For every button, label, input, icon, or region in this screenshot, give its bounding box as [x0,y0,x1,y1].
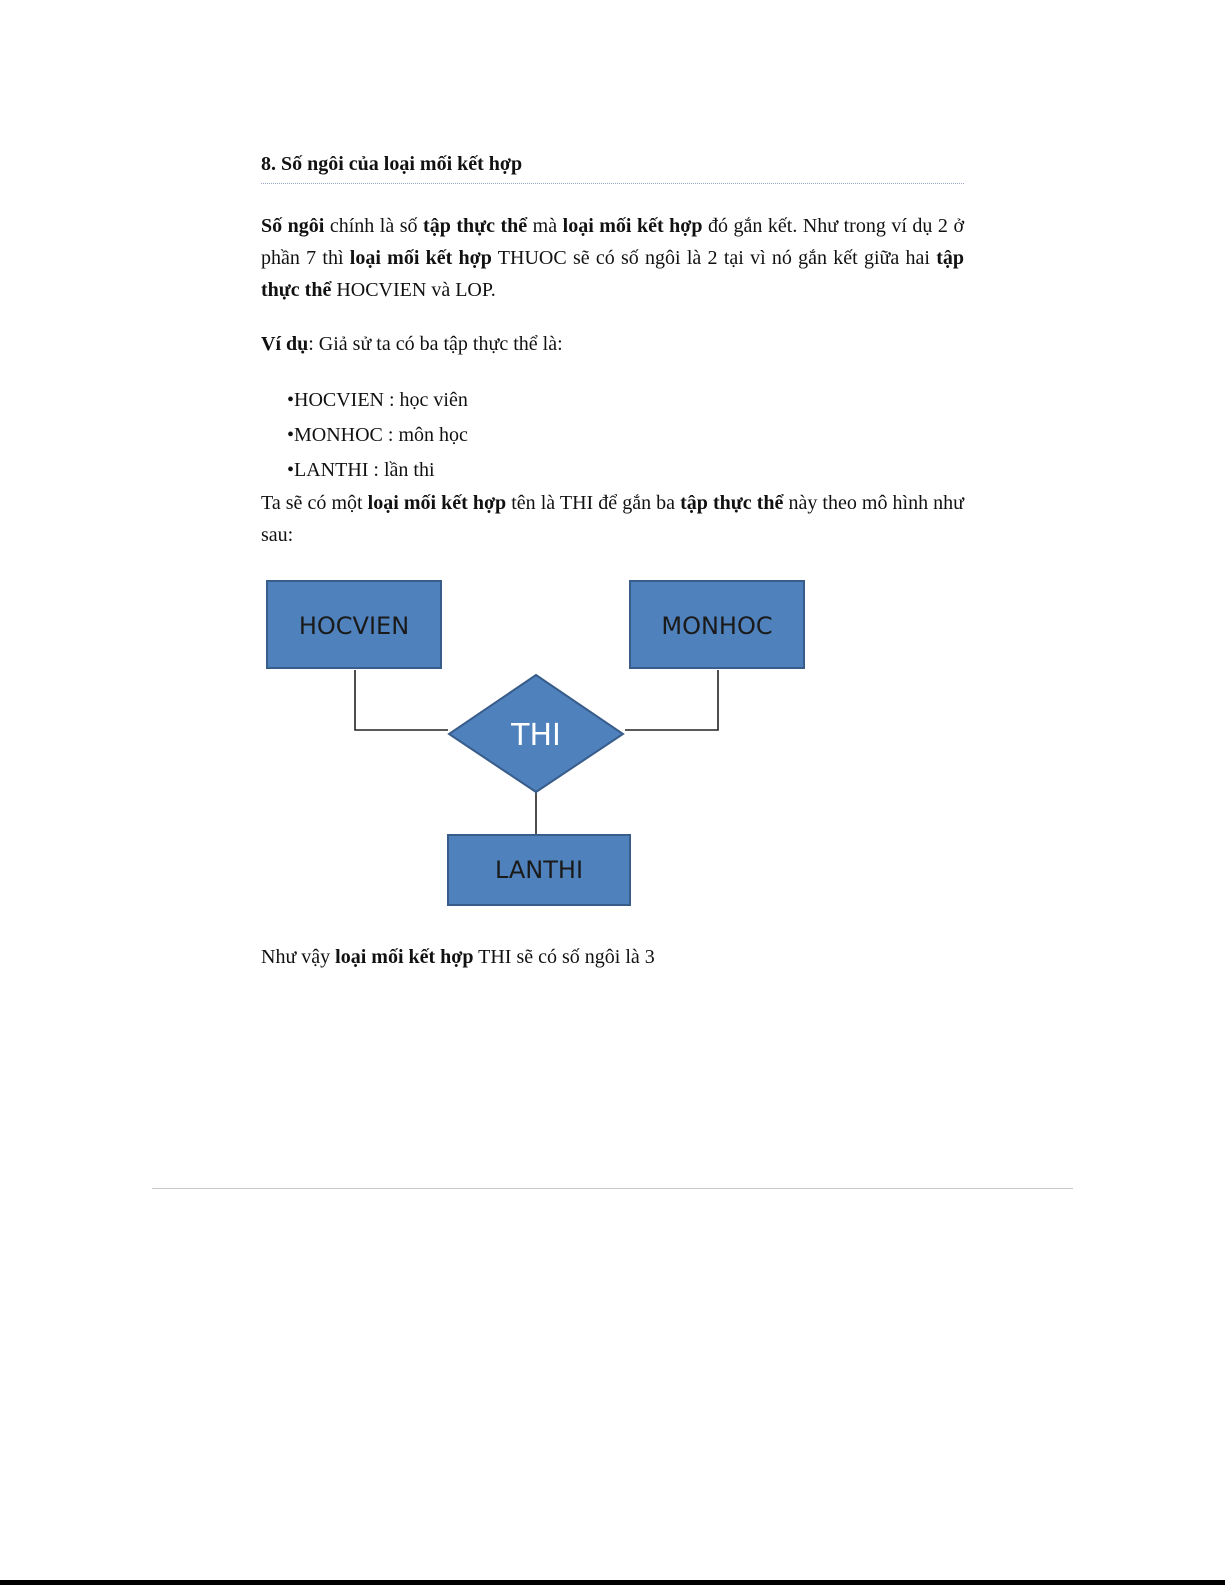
heading-underline [261,183,964,184]
er-diagram [256,572,816,917]
bold-term: loại mối kết hợp [367,492,507,514]
text-run: đó gắn kết. Như trong ví dụ 2 ở phần 7 thì [261,215,965,269]
bold-term: loại mối kết hợp [335,946,474,968]
text-run: Như vậy [261,946,336,968]
list-item: •MONHOC : môn học [287,424,468,446]
paragraph-conclusion [261,941,964,973]
bold-term: tập thực thể [261,247,965,301]
text-run: THI sẽ có số ngôi là 3 [473,946,655,968]
bold-term: loại mối kết hợp [349,247,492,269]
section-heading: 8. Số ngôi của loại mối kết hợp [261,153,523,175]
paragraph-definition [261,210,964,306]
bold-term: loại mối kết hợp [562,215,703,237]
paragraph-relationship [261,487,964,551]
text-run: này theo mô hình như sau: [261,492,964,546]
list-item: •LANTHI : lần thi [287,459,435,481]
footer-divider [152,1188,1073,1189]
bold-term: tập thực thể [680,492,784,514]
text-run: tên là THI để gắn ba [506,492,681,514]
text-run: mà [527,215,563,237]
text-run: Ta sẽ có một [261,492,368,514]
entity-label-lanthi: LANTHI [494,856,584,884]
entity-list [287,383,468,488]
page-bottom-edge [0,1580,1225,1585]
text-run: HOCVIEN và LOP. [331,279,496,301]
text-run: THUOC sẽ có số ngôi là 2 tại vì nó gắn kết giữa hai [491,247,937,269]
entity-label-hocvien: HOCVIEN [298,612,410,640]
connector-hocvien-thi [355,670,448,730]
bold-term: Số ngôi [261,215,325,237]
text-run: chính là số [324,215,424,237]
connector-monhoc-thi [625,670,718,730]
paragraph-example [261,328,964,360]
bold-term: tập thực thể [423,215,528,237]
relationship-label-thi: THI [511,718,561,753]
text-run: : Giả sử ta có ba tập thực thể là: [308,333,563,355]
list-item: •HOCVIEN : học viên [287,389,468,411]
entity-label-monhoc: MONHOC [661,612,773,640]
example-label: Ví dụ [261,333,309,355]
